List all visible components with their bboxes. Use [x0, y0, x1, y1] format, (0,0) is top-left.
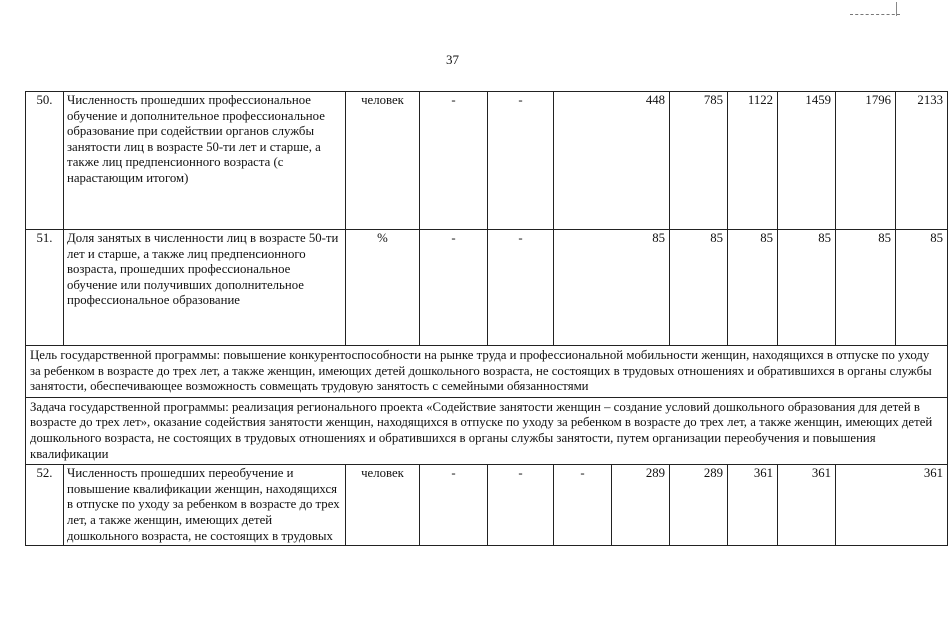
goal-text: Цель государственной программы: повышение конкурентоспособности на рынке труда и профессиональной мобильности женщин, находящихся в отпуске по уходу за ребенком в возрасте до трех лет, а также женщин, имеющих детей дошкольного возраста, не состоящих в трудовых отношениях и обратившихся в органы службы занятости, обеспечивающее возможность совмещать трудовую занятость с семейными обязанностями [26, 346, 948, 398]
goal-row [26, 346, 948, 398]
indicator-name: Численность прошедших переобучение и повышение квалификации женщин, находящихся в отпуске по уходу за ребенком в возрасте до трех лет, а также женщин, имеющих детей дошкольного возраста, не состоящих в трудовых [64, 465, 346, 546]
scan-artifact-line [850, 14, 900, 16]
value-cell: 448 [554, 92, 670, 230]
value-cell: 361 [836, 465, 948, 546]
row-number: 51. [26, 230, 64, 346]
value-cell: 2133 [896, 92, 948, 230]
unit-cell: % [346, 230, 420, 346]
task-text: Задача государственной программы: реализация регионального проекта «Содействие занятости женщин – создание условий дошкольного образования для детей в возрасте до трех лет», оказание содействия занятости женщин, находящихся в отпуске по уходу за ребенком в возрасте до трех лет, а также женщин, имеющих детей дошкольного возраста, не состоящих в трудовых отношениях и обратившихся в органы службы занятости, путем организации переобучения и повышения квалификации [26, 397, 948, 464]
value-cell: 85 [896, 230, 948, 346]
value-cell: 1459 [778, 92, 836, 230]
row-number: 52. [26, 465, 64, 546]
value-cell: 85 [836, 230, 896, 346]
value-cell: - [488, 230, 554, 346]
value-cell: 361 [778, 465, 836, 546]
indicator-table [25, 91, 948, 546]
value-cell: - [554, 465, 612, 546]
indicator-table-wrapper [25, 91, 944, 586]
value-cell: 85 [728, 230, 778, 346]
value-cell: 85 [778, 230, 836, 346]
value-cell: 85 [554, 230, 670, 346]
unit-cell: человек [346, 92, 420, 230]
value-cell: 1796 [836, 92, 896, 230]
value-cell: 85 [670, 230, 728, 346]
indicator-name: Численность прошедших профессиональное обучение и дополнительное профессиональное образование при содействии органов службы занятости лиц в возрасте 50-ти лет и старше, а также лиц предпенсионного возраста (с нарастающим итогом) [64, 92, 346, 230]
value-cell: 1122 [728, 92, 778, 230]
scan-artifact-tick [896, 2, 897, 16]
row-number: 50. [26, 92, 64, 230]
value-cell: - [420, 92, 488, 230]
table-row [26, 92, 948, 230]
page-number: 37 [446, 52, 459, 67]
value-cell: - [488, 465, 554, 546]
table-row [26, 230, 948, 346]
value-cell: 785 [670, 92, 728, 230]
table-row [26, 465, 948, 546]
value-cell: - [488, 92, 554, 230]
value-cell: - [420, 465, 488, 546]
task-row [26, 397, 948, 464]
value-cell: 289 [612, 465, 670, 546]
value-cell: - [420, 230, 488, 346]
unit-cell: человек [346, 465, 420, 546]
value-cell: 361 [728, 465, 778, 546]
indicator-name: Доля занятых в численности лиц в возрасте 50-ти лет и старше, а также лиц предпенсионного возраста, прошедших профессиональное обучение или получивших дополнительное профессиональное образование [64, 230, 346, 346]
value-cell: 289 [670, 465, 728, 546]
